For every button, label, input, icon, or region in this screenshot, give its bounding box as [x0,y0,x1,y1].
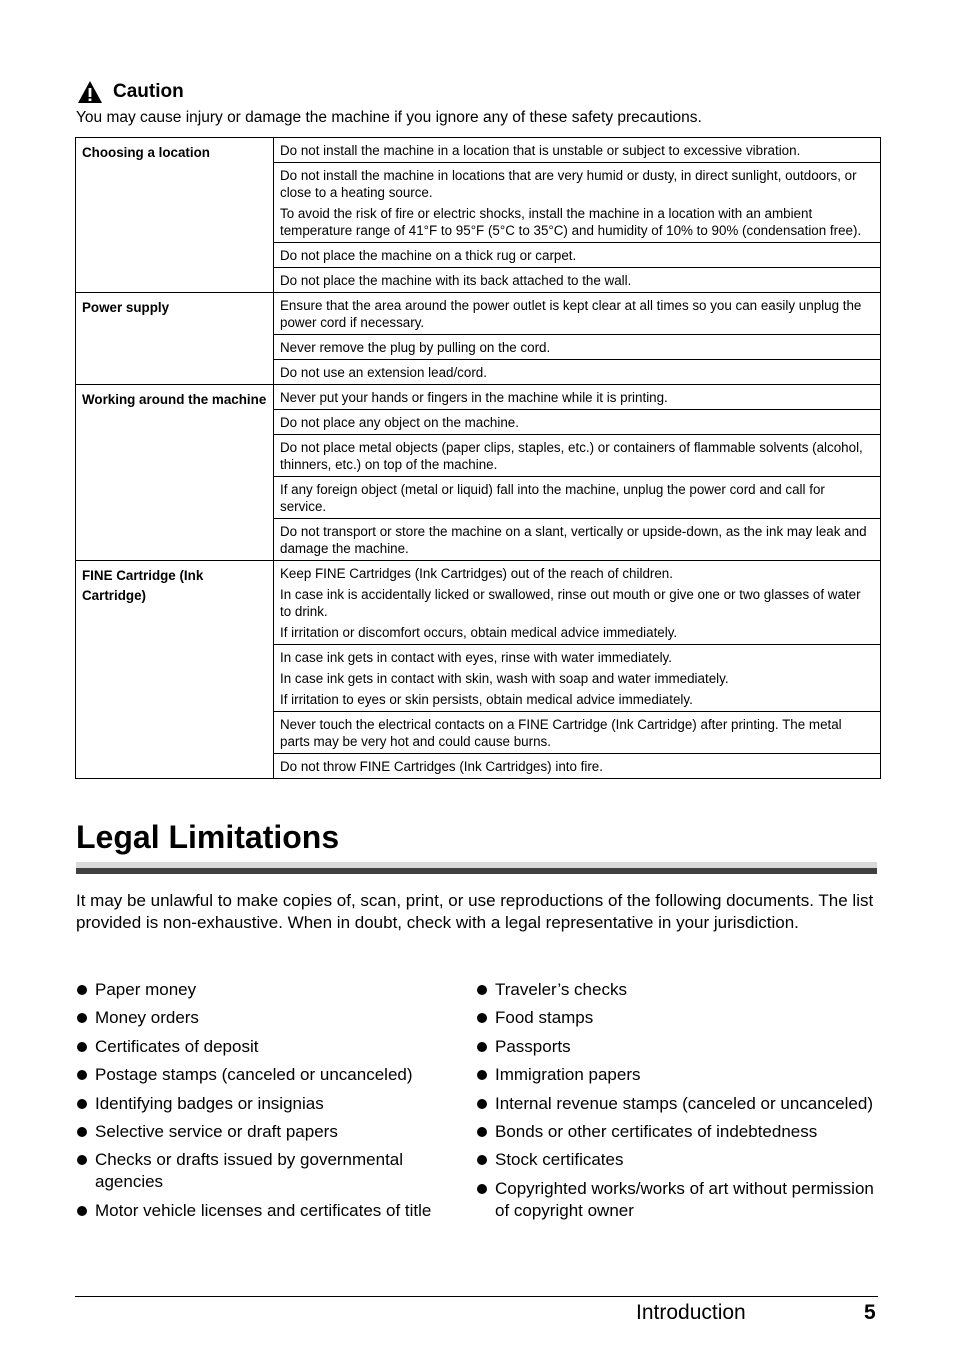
list-item [476,1121,886,1143]
list-item [76,1149,456,1193]
list-item [476,979,886,1001]
precaution-text: Never put your hands or fingers in the machine while it is printing. [280,390,668,405]
caution-heading [77,80,184,104]
list-item [476,1149,886,1171]
precaution-text: If any foreign object (metal or liquid) fall into the machine, unplug the power cord and call for service. [280,482,825,514]
precaution-cell [274,138,881,163]
bullet-icon [477,1013,487,1023]
list-item-text: Motor vehicle licenses and certificates of title [95,1200,432,1220]
list-item [76,1093,456,1115]
precaution-text: In case ink is accidentally licked or swallowed, rinse out mouth or give one or two glasses of water to drink. [280,587,861,619]
precaution-text: Never remove the plug by pulling on the cord. [280,340,551,355]
list-item [76,979,456,1001]
precaution-cell [274,435,881,477]
caution-title: Caution [113,81,184,102]
list-item-text: Food stamps [495,1008,594,1028]
footer-rule [75,1296,878,1297]
precaution-text: To avoid the risk of fire or electric shocks, install the machine in a location with an ambient temperature range of 41°F to 95°F (5°C to 35°C) and humidity of 10% to 90% (condensation free). [280,206,862,238]
category-cell: Choosing a location [76,138,274,293]
bullet-icon [77,1127,87,1137]
bullet-icon [77,1070,87,1080]
list-item [76,1064,456,1086]
list-item-text: Paper money [95,980,197,999]
category-cell: Working around the machine [76,385,274,561]
bullet-icon [477,1099,487,1109]
legal-limitations-title: Legal Limitations [76,819,340,855]
precaution-text: Do not place any object on the machine. [280,415,519,430]
footer-section-title: Introduction [636,1301,746,1324]
precaution-text: If irritation to eyes or skin persists, obtain medical advice immediately. [280,692,693,707]
restricted-documents-list-left [76,979,456,1228]
list-item-text: Bonds or other certificates of indebtedness [495,1121,818,1141]
precaution-text: Do not transport or store the machine on a slant, vertically or upside-down, as the ink may leak and damage the machine. [280,524,867,556]
precaution-text: Do not install the machine in locations that are very humid or dusty, in direct sunlight, outdoors, or close to a heating source. [280,168,857,200]
precaution-text: Never touch the electrical contacts on a FINE Cartridge (Ink Cartridge) after printing. The metal parts may be very hot and could cause burns. [280,717,842,749]
list-item-text: Checks or drafts issued by governmental agencies [95,1150,404,1192]
precaution-text: Do not use an extension lead/cord. [280,365,487,380]
table-row [76,138,881,163]
precaution-cell [274,163,881,243]
restricted-documents-list-right [476,979,886,1228]
precaution-text: Do not install the machine in a location that is unstable or subject to excessive vibration. [280,143,801,158]
table-row [76,293,881,335]
precaution-text: Do not place the machine on a thick rug or carpet. [280,248,577,263]
list-item [76,1036,456,1058]
bullet-icon [77,1155,87,1165]
section-rule-dark [76,868,877,874]
list-item-text: Postage stamps (canceled or uncanceled) [95,1065,413,1085]
list-item [476,1036,886,1058]
category-cell: FINE Cartridge (Ink Cartridge) [76,561,274,779]
precaution-cell [274,268,881,293]
list-item [76,1007,456,1029]
precaution-cell [274,754,881,779]
warning-triangle-icon [77,80,103,104]
list-item-text: Stock certificates [495,1150,624,1170]
precaution-cell [274,477,881,519]
precaution-text: In case ink gets in contact with skin, wash with soap and water immediately. [280,671,729,686]
bullet-icon [477,1070,487,1080]
table-row [76,385,881,410]
precaution-cell [274,335,881,360]
bullet-icon [77,1206,87,1216]
list-item-text: Certificates of deposit [95,1036,259,1056]
precaution-cell [274,410,881,435]
list-item-text: Selective service or draft papers [95,1121,338,1141]
list-item-text: Identifying badges or insignias [95,1093,324,1113]
legal-intro: It may be unlawful to make copies of, scan, print, or use reproductions of the following documents. The list provided is non-exhaustive. When in doubt, check with a legal representative in your jurisdiction. [76,891,874,932]
precaution-text: If irritation or discomfort occurs, obtain medical advice immediately. [280,625,678,640]
precaution-cell [274,243,881,268]
list-item-text: Immigration papers [495,1065,641,1085]
page-number: 5 [864,1301,876,1324]
list-item-text: Money orders [95,1008,199,1028]
bullet-icon [477,1184,487,1194]
precaution-text: Do not throw FINE Cartridges (Ink Cartridges) into fire. [280,759,603,774]
list-item-text: Traveler’s checks [495,980,627,999]
list-item-text: Copyrighted works/works of art without permission of copyright owner [495,1178,874,1220]
precaution-text: Ensure that the area around the power outlet is kept clear at all times so you can easily unplug the power cord if necessary. [280,298,862,330]
precaution-cell [274,360,881,385]
safety-precautions-table [75,137,881,779]
precaution-text: Keep FINE Cartridges (Ink Cartridges) out of the reach of children. [280,566,673,581]
list-item [76,1200,456,1222]
bullet-icon [77,1099,87,1109]
list-item [476,1064,886,1086]
category-cell: Power supply [76,293,274,385]
precaution-cell [274,519,881,561]
bullet-icon [477,1042,487,1052]
list-item [476,1093,886,1115]
precaution-cell [274,561,881,645]
table-row [76,561,881,645]
precaution-cell [274,712,881,754]
bullet-icon [477,1127,487,1137]
precaution-cell [274,385,881,410]
precaution-text: In case ink gets in contact with eyes, rinse with water immediately. [280,650,672,665]
caution-intro: You may cause injury or damage the machine if you ignore any of these safety precautions. [76,109,702,126]
bullet-icon [477,1155,487,1165]
list-item-text: Internal revenue stamps (canceled or uncanceled) [495,1093,873,1113]
precaution-text: Do not place metal objects (paper clips, staples, etc.) or containers of flammable solvents (alcohol, thinners, etc.) on top of the machine. [280,440,863,472]
precaution-text: Do not place the machine with its back attached to the wall. [280,273,632,288]
bullet-icon [77,1042,87,1052]
list-item [476,1007,886,1029]
list-item [476,1178,886,1222]
precaution-cell [274,645,881,712]
bullet-icon [77,985,87,995]
bullet-icon [77,1013,87,1023]
list-item [76,1121,456,1143]
precaution-cell [274,293,881,335]
bullet-icon [477,985,487,995]
list-item-text: Passports [495,1036,571,1056]
